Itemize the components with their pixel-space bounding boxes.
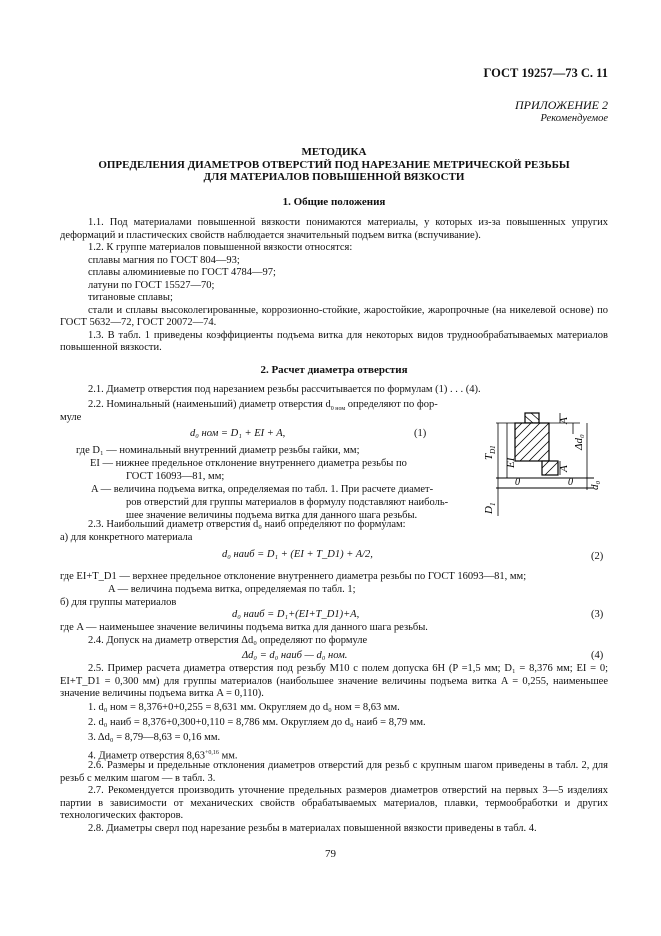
appendix-status: Рекомендуемое	[540, 113, 608, 124]
where-a-2: A — величина подъема витка, определяемая по табл. 1;	[108, 584, 356, 595]
section-heading-2: 2. Расчет диаметра отверстия	[260, 364, 408, 376]
fig-label-delta-d0: Δd₀	[573, 434, 585, 450]
where-d1: где D₁ — номинальный внутренний диаметр резьбы гайки, мм;	[76, 445, 360, 456]
paragraph-1-1: 1.1. Под материалами повышенной вязкости понимаются материалы, у которых из-за повышенных упругих деформаций и пластических свойств наблюдается значительный подъем витка (вспучивание).	[60, 217, 608, 241]
appendix-label: ПРИЛОЖЕНИЕ 2	[515, 98, 608, 112]
fig-label-a: A	[558, 417, 570, 424]
paragraph-2-8: 2.8. Диаметры сверл под нарезание резьбы в материалах повышенной вязкости приведены в табл. 4.	[88, 822, 537, 834]
title-line-1: МЕТОДИКА	[301, 146, 367, 158]
paragraph-2-3-b: б) для группы материалов	[60, 597, 177, 608]
paragraph-2-3: 2.3. Наибольший диаметр отверстия d₀ наиб определяют по формулам:	[88, 519, 406, 530]
paragraph-2-4: 2.4. Допуск на диаметр отверстия Δd₀ определяют по формуле	[88, 635, 368, 646]
material-item: титановые сплавы;	[88, 292, 173, 303]
calc-step-3: 3. Δd₀ = 8,79—8,63 = 0,16 мм.	[88, 732, 221, 743]
formula-4-number: (4)	[591, 650, 604, 661]
thread-diagram	[470, 410, 610, 520]
paragraph-2-2: 2.2. Номинальный (наименьший) диаметр отверстия $d_{0 ном}$ определяют по фор-	[88, 399, 438, 413]
paragraphs-2-6-to-2-8	[60, 760, 608, 835]
paragraph-2-7: 2.7. Рекомендуется производить уточнение предельных размеров диаметров отверстий на первых 3—5 изделиях партии в зависимости от механических свойств обрабатываемых материалов, плавки, термообработки и других технологических факторов.	[60, 785, 608, 821]
calc-step-1: 1. d₀ ном = 8,376+0+0,255 = 8,631 мм. Округляем до d₀ ном = 8,63 мм.	[88, 702, 400, 713]
material-item: сплавы магния по ГОСТ 804—93;	[88, 254, 240, 266]
fig-label-d0: d₀	[589, 480, 601, 490]
page-number: 79	[325, 848, 336, 860]
formula-1-number: (1)	[414, 428, 427, 439]
formula-4: Δd₀ = d₀ наиб — d₀ ном.	[242, 650, 348, 661]
paragraph-2-3-a: а) для конкретного материала	[60, 532, 193, 543]
formula-2: d₀ наиб = D₁ + (EI + T_D1) + A/2,	[222, 549, 373, 560]
formula-3: d₀ наиб = D₁+(EI+T_D1)+A,	[232, 609, 360, 620]
calc-step-4: 4. Диаметр отверстия $8,63^{+0,16}$ мм.	[88, 750, 238, 762]
where-ei-td1: где EI+T_D1 — верхнее предельное отклонение внутреннего диаметра резьбы по ГОСТ 16093—81, мм;	[60, 571, 527, 582]
fig-label-zero-2: 0	[568, 477, 573, 488]
material-item: стали и сплавы высоколегированные, коррозионно-стойкие, жаростойкие, жаропрочные (на никелевой основе) по ГОСТ 5632—72, ГОСТ 20072—74.	[60, 304, 608, 328]
material-item: сплавы алюминиевые по ГОСТ 4784—97;	[88, 267, 276, 278]
fig-label-ei: EI	[505, 457, 517, 468]
where-a-cont: ров отверстий для группы материалов в формулу подставляют наиболь-	[126, 497, 449, 508]
material-item: латуни по ГОСТ 15527—70;	[88, 279, 215, 291]
paragraph-2-6: 2.6. Размеры и предельные отклонения диаметров отверстий для резьб с крупным шагом приведены в табл. 2, для резьб с мелким шагом — в табл. 3.	[60, 760, 608, 784]
where-a: A — величина подъема витка, определяемая по табл. 1. При расчете диамет-	[91, 484, 434, 495]
fig-label-a-2: A	[558, 465, 570, 472]
fig-label-zero-1: 0	[515, 477, 520, 488]
fig-label-td1: $T_{D1}$	[483, 445, 497, 460]
where-a-3: где A — наименьшее значение величины подъема витка для данного шага резьбы.	[60, 622, 428, 633]
paragraph-1-2: 1.2. К группе материалов повышенной вязкости относятся:	[88, 242, 353, 253]
paragraph-2-1: 2.1. Диаметр отверстия под нарезанием резьбы рассчитывается по формулам (1) . . . (4).	[88, 384, 481, 395]
where-a-cont-2: шее значение величины подъема витка для данного шага резьбы.	[126, 510, 418, 521]
section-heading-1: 1. Общие положения	[282, 196, 386, 208]
thread-profile-bottom	[542, 461, 558, 475]
document-reference: ГОСТ 19257—73 С. 11	[483, 66, 608, 80]
title-line-3: ДЛЯ МАТЕРИАЛОВ ПОВЫШЕННОЙ ВЯЗКОСТИ	[203, 171, 465, 183]
formula-1: d₀ ном = D₁ + EI + A,	[190, 428, 286, 439]
where-ei-cont: ГОСТ 16093—81, мм;	[126, 471, 225, 482]
where-ei: EI — нижнее предельное отклонение внутреннего диаметра резьбы по	[90, 458, 407, 469]
calc-step-2: 2. d₀ наиб = 8,376+0,300+0,110 = 8,786 мм. Округляем до d₀ наиб = 8,79 мм.	[88, 717, 426, 728]
document-title	[60, 146, 608, 184]
paragraph-1-3: 1.3. В табл. 1 приведены коэффициенты подъема витка для некоторых видов труднообрабатываемых материалов повышенной вязкости.	[60, 329, 608, 353]
paragraph-2-2-cont: муле	[60, 412, 82, 423]
paragraph-2-5: 2.5. Пример расчета диаметра отверстия под резьбу М10 с полем допуска 6Н (P =1,5 мм; D₁ = 8,376 мм; EI = 0; EI+T_D1 = 0,300 мм) для группы материалов (наибольшее значение величины подъема витка A = 0,255, наименьшее значение величины подъема витка A = 0,110).	[60, 663, 608, 699]
formula-3-number: (3)	[591, 609, 604, 620]
section-1-body	[60, 217, 608, 355]
title-line-2: ОПРЕДЕЛЕНИЯ ДИАМЕТРОВ ОТВЕРСТИЙ ПОД НАРЕЗАНИЕ МЕТРИЧЕСКОЙ РЕЗЬБЫ	[98, 158, 570, 171]
formula-2-number: (2)	[591, 551, 604, 562]
fig-label-d1: $D_1$	[483, 502, 497, 514]
appendix-label-block	[515, 98, 608, 126]
